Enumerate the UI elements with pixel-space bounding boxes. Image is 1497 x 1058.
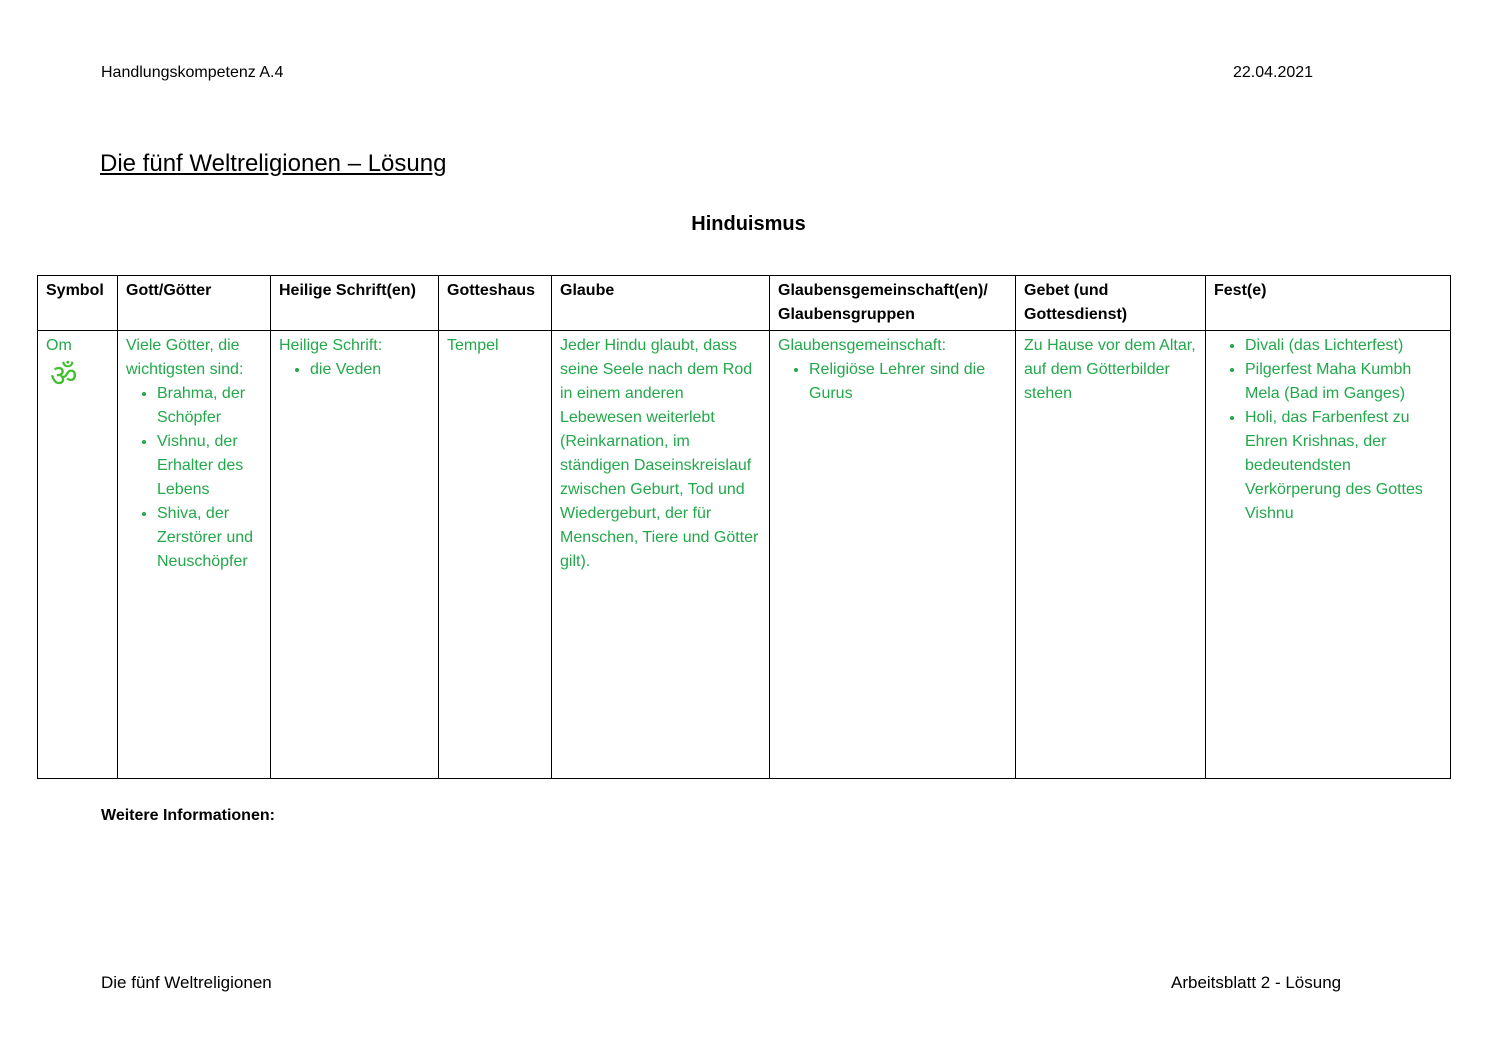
cell-fest xyxy=(1206,331,1451,779)
section-title: Hinduismus xyxy=(691,213,806,235)
fest-list xyxy=(1214,334,1442,526)
footer-sheet: Arbeitsblatt 2 - Lösung xyxy=(1171,973,1342,992)
header-symbol: Symbol xyxy=(38,276,118,331)
table-row xyxy=(38,331,1451,779)
community-intro: Glaubensgemeinschaft: xyxy=(778,337,947,354)
om-symbol-icon: ॐ xyxy=(50,360,78,393)
cell-prayer: Zu Hause vor dem Altar, auf dem Götterbilder stehen xyxy=(1016,331,1206,779)
list-item: • Religiöse Lehrer sind die Gurus xyxy=(809,358,1007,406)
cell-house: Tempel xyxy=(439,331,552,779)
gods-intro: Viele Götter, die wichtigsten sind: xyxy=(126,337,244,378)
footer-title: Die fünf Weltreligionen xyxy=(101,973,272,992)
cell-community xyxy=(770,331,1016,779)
header-house: Gotteshaus xyxy=(439,276,552,331)
header-fest: Fest(e) xyxy=(1206,276,1451,331)
page-title: Die fünf Weltreligionen – Lösung xyxy=(100,150,447,177)
list-item: • Vishnu, der Erhalter des Lebens xyxy=(157,430,262,502)
list-item: • Divali (das Lichterfest) xyxy=(1245,334,1442,358)
symbol-label: Om xyxy=(46,337,72,354)
scripture-list xyxy=(279,358,430,382)
cell-scripture xyxy=(271,331,439,779)
list-item: • Holi, das Farbenfest zu Ehren Krishnas, der bedeutendsten Verkörperung des Gottes Vishnu xyxy=(1245,406,1442,526)
list-item: • Pilgerfest Maha Kumbh Mela (Bad im Ganges) xyxy=(1245,358,1442,406)
religion-table xyxy=(37,275,1451,779)
list-item: • Brahma, der Schöpfer xyxy=(157,382,262,430)
header-date: 22.04.2021 xyxy=(1233,64,1314,81)
header-scripture: Heilige Schrift(en) xyxy=(271,276,439,331)
header-course: Handlungskompetenz A.4 xyxy=(101,64,284,81)
more-info-label: Weitere Informationen: xyxy=(101,807,275,824)
header-prayer: Gebet (und Gottesdienst) xyxy=(1016,276,1206,331)
cell-symbol xyxy=(38,331,118,779)
scripture-intro: Heilige Schrift: xyxy=(279,337,383,354)
header-belief: Glaube xyxy=(552,276,770,331)
gods-list xyxy=(126,382,262,574)
community-list xyxy=(778,358,1007,406)
list-item: • Shiva, der Zerstörer und Neuschöpfer xyxy=(157,502,262,574)
header-gods: Gott/Götter xyxy=(118,276,271,331)
header-community: Glaubensgemeinschaft(en)/ Glaubensgruppen xyxy=(770,276,1016,331)
list-item: • die Veden xyxy=(310,358,430,382)
cell-belief: Jeder Hindu glaubt, dass seine Seele nach dem Rod in einem anderen Lebewesen weiterlebt (Reinkarnation, im ständigen Daseinskreislauf zwischen Geburt, Tod und Wiedergeburt, der für Menschen, Tiere und Götter gilt). xyxy=(552,331,770,779)
table-header-row xyxy=(38,276,1451,331)
cell-gods xyxy=(118,331,271,779)
